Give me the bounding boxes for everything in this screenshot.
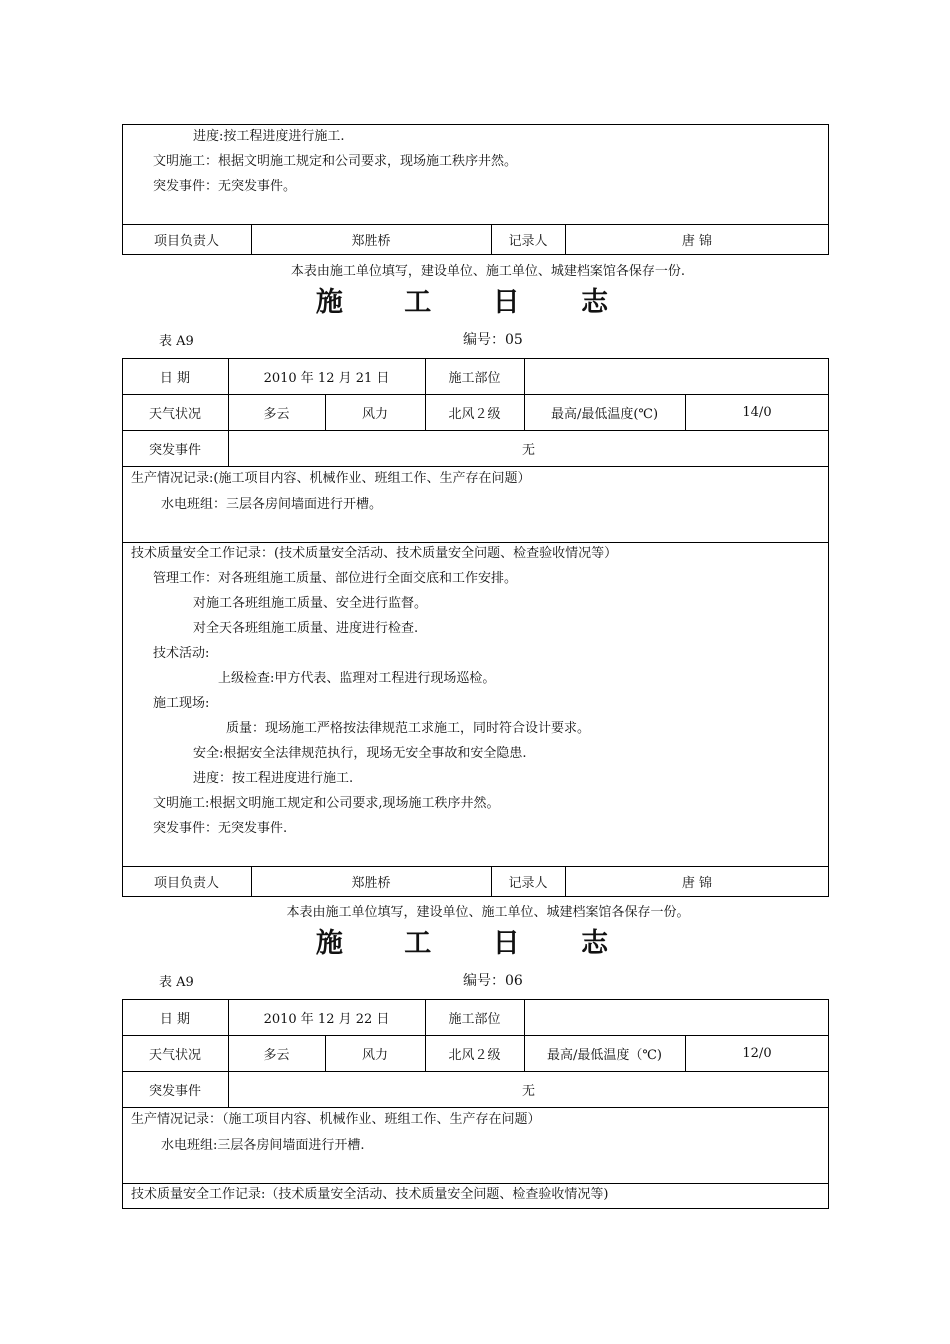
log2-date-label: 日 期 <box>159 370 191 386</box>
log2-site-value <box>524 358 829 394</box>
log1-line-progress: 进度:按工程进度进行施工. <box>193 129 345 144</box>
log3-production-line: 水电班组:三层各房间墙面进行开槽. <box>161 1138 365 1153</box>
log2-weather-label: 天气状况 <box>148 406 201 422</box>
log3-wind: 北风２级 <box>448 1047 501 1063</box>
log2-temp: 14/0 <box>742 404 772 420</box>
log1-manager-label: 项目负责人 <box>153 234 219 249</box>
log2-emergency-label: 突发事件 <box>148 442 201 458</box>
log2-form-code: 表 A9 <box>159 334 194 349</box>
log2-manager-name: 郑胜桥 <box>351 876 391 891</box>
log1-recorder-name: 唐 锦 <box>681 234 713 249</box>
log3-temp: 12/0 <box>742 1045 772 1061</box>
log2-tech-line: 对施工各班组施工质量、安全进行监督。 <box>193 596 428 611</box>
log2-tech-line: 管理工作：对各班组施工质量、部位进行全面交底和工作安排。 <box>153 571 518 586</box>
log3-emergency-label: 突发事件 <box>148 1083 201 1099</box>
log3-wind-label: 风力 <box>361 1047 388 1063</box>
log2-site-label: 施工部位 <box>448 370 501 386</box>
log2-manager-label: 项目负责人 <box>153 876 219 891</box>
log3-tech-header: 技术质量安全工作记录:（技术质量安全活动、技术质量安全问题、检查验收情况等) <box>131 1187 609 1202</box>
log2-recorder-label: 记录人 <box>508 876 548 891</box>
log2-title: 施 工 日 志 <box>315 287 635 318</box>
log1-line-emergency: 突发事件：无突发事件。 <box>153 179 297 194</box>
log2-tech-line: 文明施工:根据文明施工规定和公司要求,现场施工秩序井然。 <box>153 796 500 811</box>
log1-note: 本表由施工单位填写，建设单位、施工单位、城建档案馆各保存一份. <box>290 264 686 279</box>
log3-production-header: 生产情况记录：（施工项目内容、机械作业、班组工作、生产存在问题） <box>131 1112 541 1127</box>
log2-tech-line: 质量：现场施工严格按法律规范工求施工，同时符合设计要求。 <box>226 721 591 736</box>
log3-weather-label: 天气状况 <box>148 1047 201 1063</box>
log2-tech-line: 上级检查:甲方代表、监理对工程进行现场巡检。 <box>218 671 496 686</box>
log3-date-label: 日 期 <box>159 1011 191 1027</box>
log2-date: 2010 年 12 月 21 日 <box>263 370 390 386</box>
log2-tech-header: 技术质量安全工作记录：(技术质量安全活动、技术质量安全问题、检查验收情况等） <box>131 546 618 561</box>
log2-note: 本表由施工单位填写，建设单位、施工单位、城建档案馆各保存一份。 <box>286 905 690 920</box>
log3-temp-label: 最高/最低温度（℃) <box>547 1047 662 1063</box>
log1-recorder-label: 记录人 <box>508 234 548 249</box>
log2-tech-line: 安全:根据安全法律规范执行，现场无安全事故和安全隐患. <box>193 746 527 761</box>
log3-site-label: 施工部位 <box>448 1011 501 1027</box>
log2-tech-line: 技术活动: <box>153 646 210 661</box>
log2-number: 编号：05 <box>463 332 523 348</box>
log2-recorder-name: 唐 锦 <box>681 876 713 891</box>
log2-temp-label: 最高/最低温度(℃) <box>550 406 659 422</box>
log2-tech-line: 施工现场: <box>153 696 210 711</box>
log3-site-value <box>524 999 829 1035</box>
log3-emergency: 无 <box>521 1083 535 1099</box>
log2-production-line: 水电班组：三层各房间墙面进行开槽。 <box>161 497 383 512</box>
log2-tech-line: 突发事件：无突发事件. <box>153 821 288 836</box>
log2-production-header: 生产情况记录:(施工项目内容、机械作业、班组工作、生产存在问题） <box>131 471 531 486</box>
log2-emergency: 无 <box>521 442 535 458</box>
log3-title: 施 工 日 志 <box>315 928 635 959</box>
log2-tech-line: 对全天各班组施工质量、进度进行检查. <box>193 621 419 636</box>
log3-date: 2010 年 12 月 22 日 <box>263 1011 390 1027</box>
log1-line-civilized: 文明施工：根据文明施工规定和公司要求，现场施工秩序井然。 <box>153 154 518 169</box>
log2-wind: 北风２级 <box>448 406 501 422</box>
log2-tech-line: 进度：按工程进度进行施工. <box>193 771 354 786</box>
log3-weather: 多云 <box>263 1047 290 1063</box>
log2-wind-label: 风力 <box>361 406 388 422</box>
log2-weather: 多云 <box>263 406 290 422</box>
log3-number: 编号：06 <box>463 973 523 989</box>
log3-form-code: 表 A9 <box>159 975 194 990</box>
log1-manager-name: 郑胜桥 <box>351 234 391 249</box>
